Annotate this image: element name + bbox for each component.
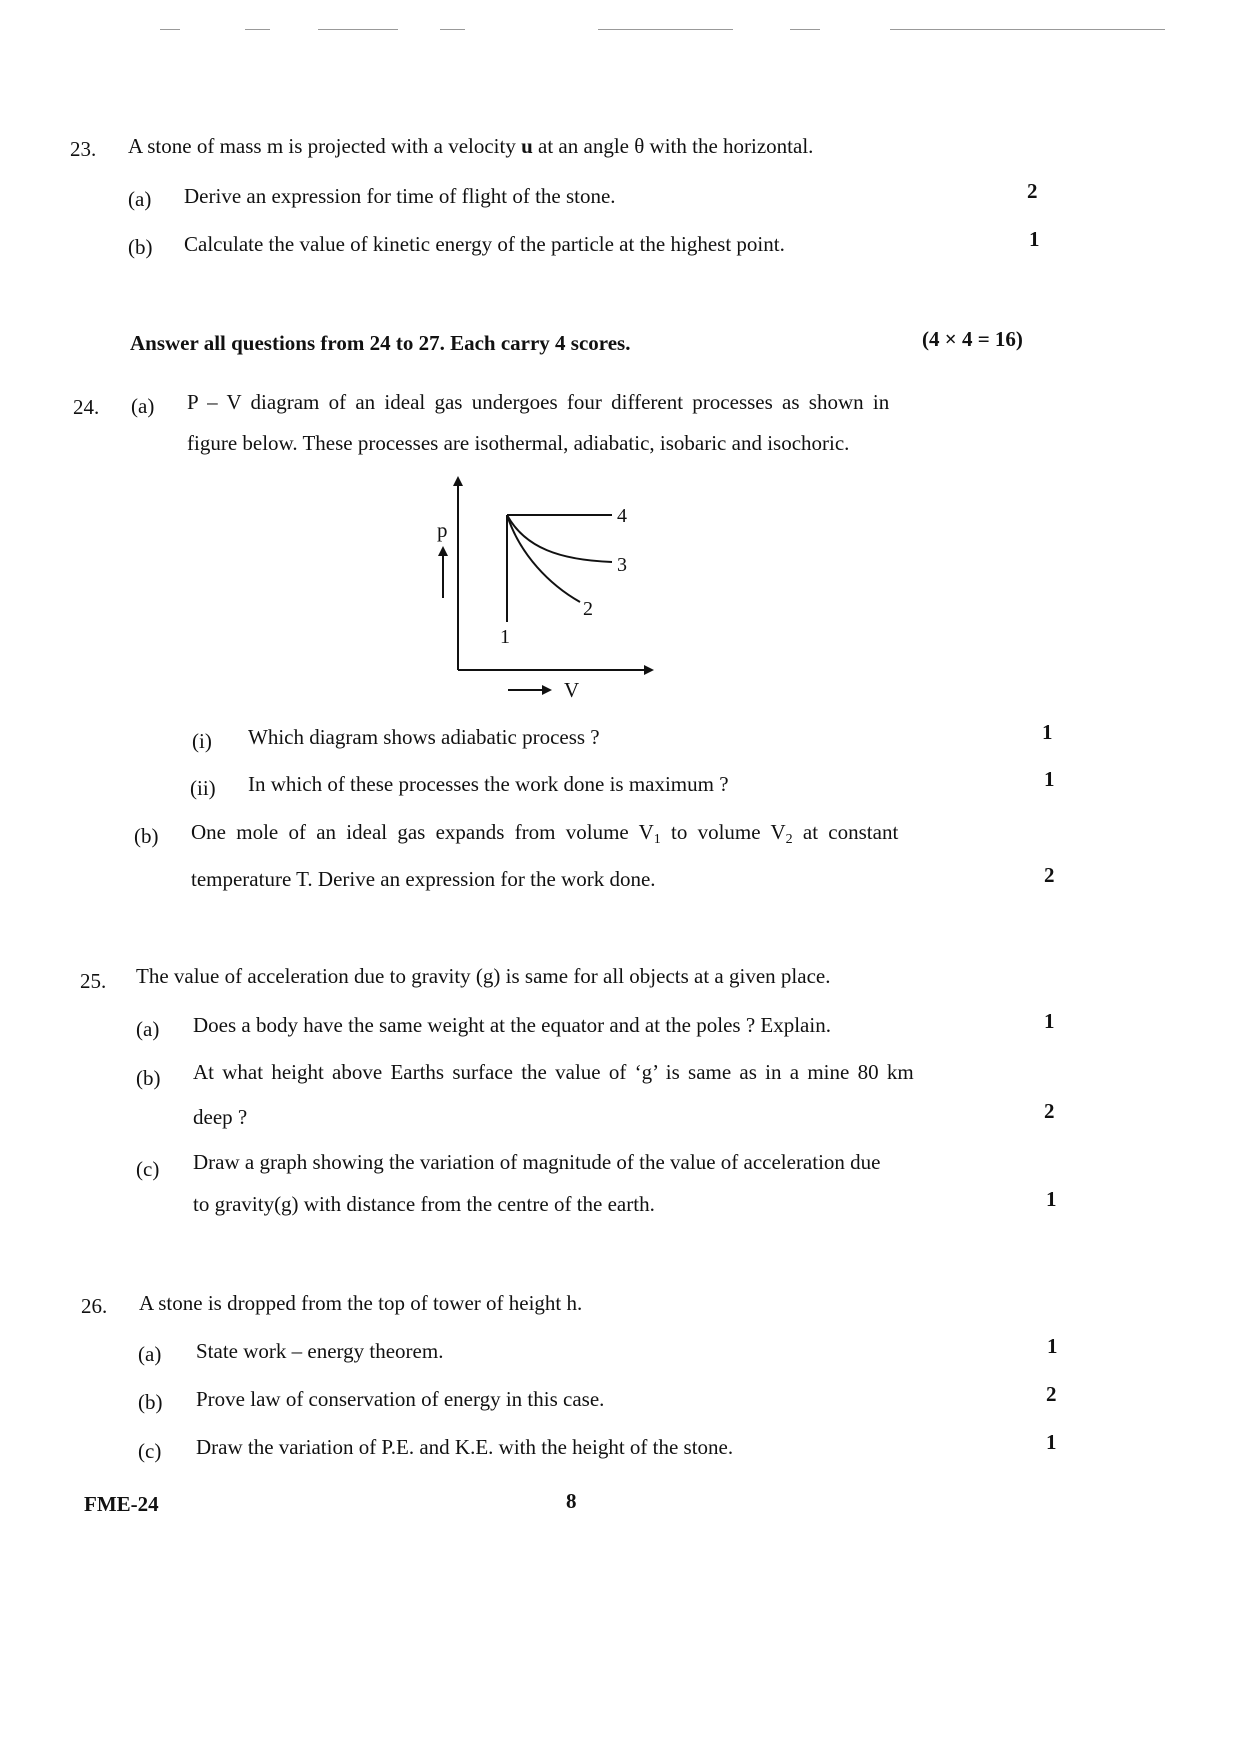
part-text: Which diagram shows adiabatic process ? xyxy=(248,725,600,749)
part-label: (a) xyxy=(138,1342,162,1366)
part-label: (a) xyxy=(131,394,155,418)
part-text: Does a body have the same weight at the equator and at the poles ? Explain. xyxy=(193,1013,831,1037)
velocity-symbol: u xyxy=(521,134,533,158)
subscript: 2 xyxy=(785,832,793,847)
marks: 1 xyxy=(1046,1430,1057,1454)
curve-label-2: 2 xyxy=(583,598,593,620)
header-rule xyxy=(890,29,1165,30)
instruction-text: Answer all questions from 24 to 27. Each carry 4 scores. xyxy=(130,331,631,355)
part-text: figure below. These processes are isothermal, adiabatic, isobaric and isochoric. xyxy=(187,431,850,455)
paper-code: FME-24 xyxy=(84,1492,159,1516)
text-span: One mole of an ideal gas expands from volume V xyxy=(191,820,654,844)
section-scores: (4 × 4 = 16) xyxy=(922,327,1023,351)
part-text: In which of these processes the work done is maximum ? xyxy=(248,772,729,796)
stem-text: A stone of mass m is projected with a velocity xyxy=(128,134,522,158)
part-text: to gravity(g) with distance from the centre of the earth. xyxy=(193,1192,655,1216)
part-label: (a) xyxy=(136,1017,160,1041)
header-rule xyxy=(790,29,820,30)
stem-text: at an angle θ with the horizontal. xyxy=(532,134,814,158)
y-axis-label: p xyxy=(437,518,448,542)
header-rule xyxy=(598,29,733,30)
part-label: (b) xyxy=(128,235,153,259)
text-span: at constant xyxy=(792,820,899,844)
header-rule xyxy=(245,29,270,30)
page-number: 8 xyxy=(566,1489,577,1513)
part-text: Draw the variation of P.E. and K.E. with the height of the stone. xyxy=(196,1435,734,1459)
part-text: P – V diagram of an ideal gas undergoes four different processes as shown in xyxy=(187,390,890,414)
marks: 1 xyxy=(1044,767,1055,791)
part-label: (ii) xyxy=(190,776,216,800)
curve-label-3: 3 xyxy=(617,554,627,576)
part-label: (c) xyxy=(136,1157,160,1181)
part-text: deep ? xyxy=(193,1105,248,1129)
part-label: (c) xyxy=(138,1439,162,1463)
subscript: 1 xyxy=(653,832,661,847)
marks: 2 xyxy=(1046,1382,1057,1406)
curve-label-1: 1 xyxy=(500,626,510,648)
part-text: Prove law of conservation of energy in this case. xyxy=(196,1387,605,1411)
x-axis-label: V xyxy=(564,678,580,702)
header-rule xyxy=(440,29,465,30)
marks: 1 xyxy=(1047,1334,1058,1358)
header-rule xyxy=(160,29,180,30)
pv-diagram xyxy=(420,470,680,710)
marks: 1 xyxy=(1042,720,1053,744)
question-number: 23. xyxy=(70,137,97,161)
part-label: (b) xyxy=(138,1390,163,1414)
curve-adiabatic xyxy=(507,515,580,602)
marks: 1 xyxy=(1046,1187,1057,1211)
part-label: (b) xyxy=(134,824,159,848)
part-label: (a) xyxy=(128,187,152,211)
part-label: (b) xyxy=(136,1066,161,1090)
curve-isothermal xyxy=(507,515,612,562)
part-text: State work – energy theorem. xyxy=(196,1339,444,1363)
text-span: to volume V xyxy=(660,820,786,844)
part-text: Calculate the value of kinetic energy of the particle at the highest point. xyxy=(184,232,785,256)
question-number: 26. xyxy=(81,1294,108,1318)
part-text: Draw a graph showing the variation of magnitude of the value of acceleration due xyxy=(193,1150,881,1174)
part-text xyxy=(191,819,898,853)
question-stem: A stone is dropped from the top of tower of height h. xyxy=(139,1291,583,1315)
curve-label-4: 4 xyxy=(617,505,627,527)
marks: 2 xyxy=(1027,179,1038,203)
part-text: Derive an expression for time of flight of the stone. xyxy=(184,184,616,208)
marks: 2 xyxy=(1044,1099,1055,1123)
header-rule xyxy=(318,29,398,30)
question-number: 24. xyxy=(73,395,100,419)
part-text: temperature T. Derive an expression for the work done. xyxy=(191,867,656,891)
marks: 1 xyxy=(1029,227,1040,251)
question-stem xyxy=(128,133,813,159)
marks: 1 xyxy=(1044,1009,1055,1033)
part-label: (i) xyxy=(192,729,212,753)
question-stem: The value of acceleration due to gravity (g) is same for all objects at a given place. xyxy=(136,964,831,988)
marks: 2 xyxy=(1044,863,1055,887)
part-text: At what height above Earths surface the value of ‘g’ is same as in a mine 80 km xyxy=(193,1060,914,1084)
question-number: 25. xyxy=(80,969,107,993)
